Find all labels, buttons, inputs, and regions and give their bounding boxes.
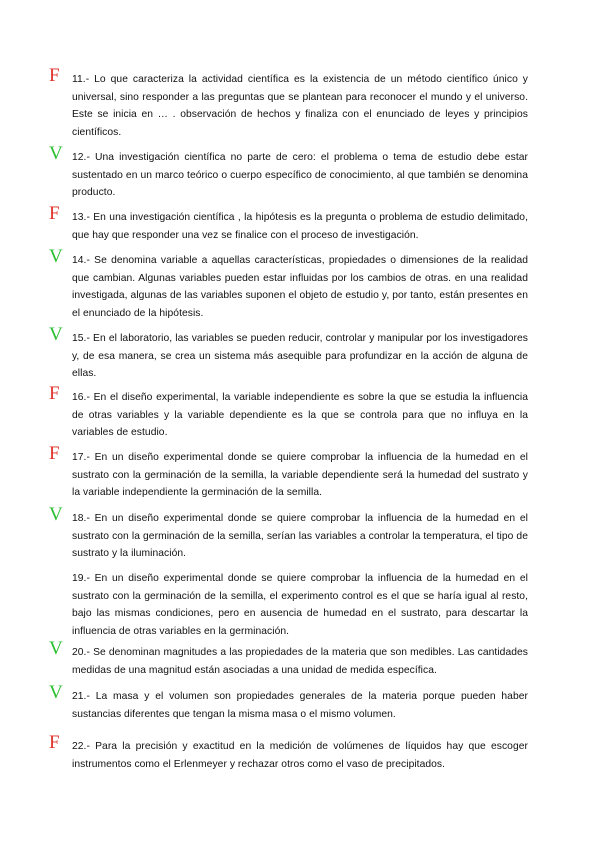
question-17 xyxy=(49,443,528,502)
question-13 xyxy=(49,203,528,244)
question-text: 20.- Se denominan magnitudes a las propiedades de la materia que son medibles. Las cantidades medidas de una magnitud están asociadas a una unidad de medida específica. xyxy=(72,647,528,676)
answer-mark: V xyxy=(49,504,63,525)
question-20 xyxy=(49,638,528,679)
question-text: 18.- En un diseño experimental donde se quiere comprobar la influencia de la humedad en el sustrato con la germinación de la semilla, serían las variables a controlar la temperatura, el tipo de sustrato y la iluminación. xyxy=(72,513,528,560)
question-12 xyxy=(49,143,528,202)
question-text: 16.- En el diseño experimental, la variable independiente es sobre la que se estudia la influencia de otras variables y la variable dependiente es la que se controla para que no influya en la variables de estudio. xyxy=(72,392,528,439)
question-text: 14.- Se denomina variable a aquellas características, propiedades o dimensiones de la realidad que cambian. Algunas variables pueden estar influidas por los cambios de otras. en una realidad investigada, algunas de las variables suponen el objeto de estudio y, por tanto, están presentes en el enunciado de la hipótesis. xyxy=(72,255,528,319)
question-16 xyxy=(49,383,528,442)
answer-mark: V xyxy=(49,682,63,703)
question-21 xyxy=(49,682,528,723)
question-text: 13.- En una investigación científica , la hipótesis es la pregunta o problema de estudio delimitado, que hay que responder una vez se finalice con el proceso de investigación. xyxy=(72,212,528,241)
answer-mark: V xyxy=(49,246,63,267)
question-18 xyxy=(49,504,528,563)
answer-mark: F xyxy=(49,443,60,464)
question-text: 11.- Lo que caracteriza la actividad científica es la existencia de un método científico único y universal, sino responder a las preguntas que se plantean para reconocer el mundo y el universo. Este se inicia en … . observación de hechos y finaliza con el enunciado de leyes y principios científicos. xyxy=(72,74,528,138)
question-19 xyxy=(72,570,528,640)
question-22 xyxy=(49,732,528,773)
question-text: 12.- Una investigación científica no parte de cero: el problema o tema de estudio debe estar sustentado en un marco teórico o cuerpo específico de conocimiento, al que también se denomina producto. xyxy=(72,152,528,199)
question-11 xyxy=(49,65,528,141)
question-text: 22.- Para la precisión y exactitud en la medición de volúmenes de líquidos hay que escoger instrumentos como el Erlenmeyer y rechazar otros como el vaso de precipitados. xyxy=(72,741,528,770)
question-text: 19.- En un diseño experimental donde se quiere comprobar la influencia de la humedad en el sustrato con la germinación de la semilla, el experimento control es el que se haría igual al resto, bajo las mismas condiciones, pero en ausencia de humedad en el sustrato, para descartar la influencia de otras variables en la germinación. xyxy=(72,573,528,637)
answer-mark: F xyxy=(49,732,60,753)
question-text: 15.- En el laboratorio, las variables se pueden reducir, controlar y manipular por los investigadores y, de esa manera, se crea un sistema más asequible para profundizar en la acción de alguna de ellas. xyxy=(72,333,528,380)
answer-mark: F xyxy=(49,383,60,404)
question-14 xyxy=(49,246,528,322)
answer-mark: V xyxy=(49,638,63,659)
question-text: 17.- En un diseño experimental donde se quiere comprobar la influencia de la humedad en el sustrato con la germinación de la semilla, la variable dependiente será la humedad del sustrato y la variable independiente la germinación de la semilla. xyxy=(72,452,528,499)
answer-mark: V xyxy=(49,324,63,345)
question-15 xyxy=(49,324,528,383)
answer-mark: F xyxy=(49,203,60,224)
answer-mark: V xyxy=(49,143,63,164)
answer-mark: F xyxy=(49,65,60,86)
question-text: 21.- La masa y el volumen son propiedades generales de la materia porque pueden haber sustancias diferentes que tengan la misma masa o el mismo volumen. xyxy=(72,691,528,720)
